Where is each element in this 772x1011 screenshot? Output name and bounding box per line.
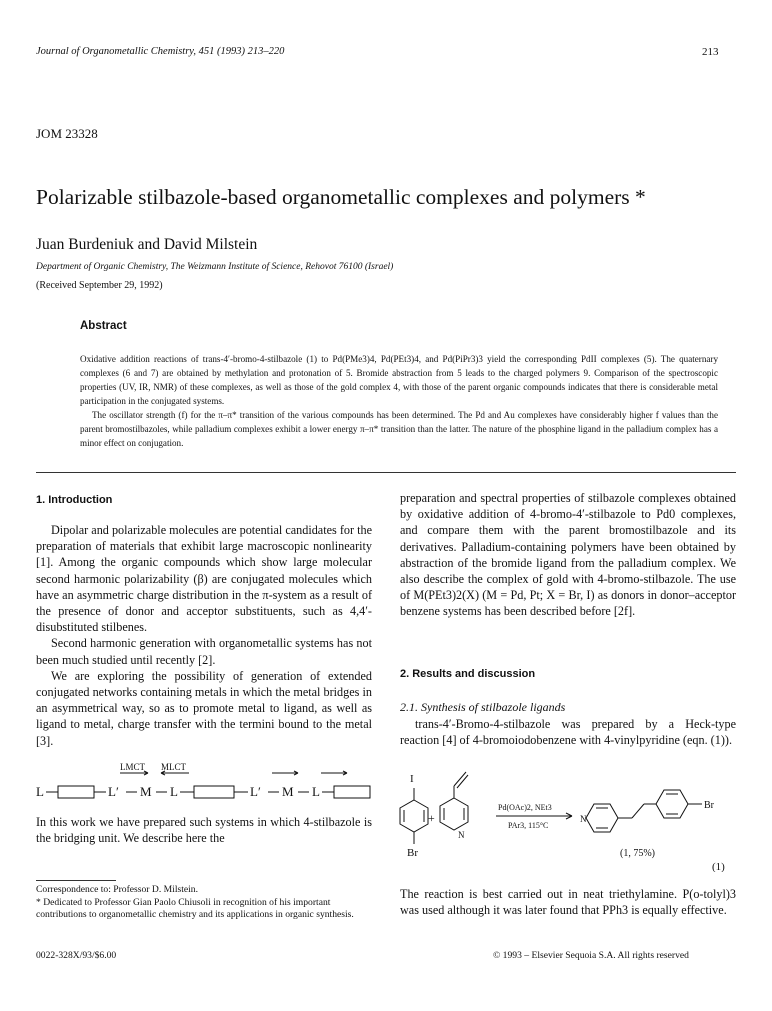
abstract-paragraph-1: Oxidative addition reactions of trans-4′-bromo-4-stilbazole (1) to Pd(PMe3)4, Pd(PEt3)4, and Pd(PiPr3)3 yield the corresponding PdII complexes (5). The quaternary complexes (6 and 7) are obtained by methylation and protonation of 5. Bromide abstraction from 5 leads to the charged polymers 9. Comparison of the spectroscopic properties (UV, IR, NMR) of these complexes, as well as those of the gold complex 4, with those of the parent organic compounds indicates that there is considerable metal participation in the conjugated systems.	[80, 354, 718, 406]
lmct-label: LMCT	[120, 762, 146, 772]
chain-L-3: L	[312, 784, 320, 799]
reaction-notes	[400, 886, 736, 918]
reagents-top: Pd(OAc)2, NEt3	[498, 803, 552, 812]
abstract-divider	[36, 472, 736, 473]
intro-paragraph-3: We are exploring the possibility of generation of extended conjugated networks containing metals in which the metal bridges in an asymmetrical way, so as to promote metal to ligand, as well as ligand to metal, charge transfer with the termini bound to the metal [3].	[36, 668, 372, 748]
iodo-label: I	[410, 773, 414, 785]
section-heading-results: 2. Results and discussion	[400, 668, 536, 680]
abstract-heading: Abstract	[80, 320, 127, 332]
section-heading-introduction: 1. Introduction	[36, 494, 113, 506]
affiliation: Department of Organic Chemistry, The Weizmann Institute of Science, Rehovot 76100 (Israel)	[36, 262, 394, 272]
left-column-continuation	[36, 814, 372, 846]
pyridine-n-label: N	[458, 830, 465, 840]
article-id: JOM 23328	[36, 126, 98, 141]
chain-L-1: L	[36, 784, 44, 799]
stilbazole-product-structure	[586, 790, 702, 832]
chain-Lp-1: L′	[108, 784, 119, 799]
bromo-label: Br	[407, 847, 418, 859]
plus-sign: +	[428, 811, 435, 825]
reagents-bottom: PAr3, 115°C	[508, 821, 549, 830]
correspondence-note: Correspondence to: Professor D. Milstein.	[36, 884, 199, 895]
chain-L-2: L	[170, 784, 178, 799]
subsection-heading-synthesis: 2.1. Synthesis of stilbazole ligands	[400, 700, 566, 714]
chain-Lp-2: L′	[250, 784, 261, 799]
aromatic-box-3	[334, 786, 370, 798]
author-list: Juan Burdeniuk and David Milstein	[36, 236, 258, 253]
synthesis-text	[400, 716, 736, 748]
dedication-note: * Dedicated to Professor Gian Paolo Chiusoli in recognition of his important contributions to organometallic chemistry and its applications in organic synthesis.	[36, 896, 354, 920]
reaction-equation	[394, 760, 740, 872]
mlct-label: MLCT	[161, 762, 187, 772]
abstract-body	[80, 352, 718, 450]
journal-citation: Journal of Organometallic Chemistry, 451 (1993) 213–220	[36, 46, 285, 57]
aromatic-box-2	[194, 786, 234, 798]
footnote-divider	[36, 880, 116, 881]
equation-number: (1)	[712, 861, 725, 872]
received-date: (Received September 29, 1992)	[36, 280, 163, 291]
intro-paragraph-1: Dipolar and polarizable molecules are potential candidates for the preparation of materials that exhibit large macroscopic nonlinearity [1]. Among the organic compounds which show large molecular second harmonic polarizability (β) are conjugated molecules which have an asymmetric charge distribution in the π-system as a result of the presence of donor and acceptor substituents, such as 4,4′-disubstituted stilbenes.	[36, 523, 372, 635]
abstract-paragraph-2: The oscillator strength (f) for the π–π* transition of the various compounds has been determined. The Pd and Au complexes have considerably higher f values than the parent bromostilbazoles, while palladium complexes exhibit a lower energy π–π* transition than the latter. The nature of the phosphine ligand in the palladium complex has a minor effect on conjugation.	[80, 410, 718, 448]
right-paragraph-3: The reaction is best carried out in neat triethylamine. P(o-tolyl)3 was used although it was later found that PPh3 is equally effective.	[400, 887, 736, 918]
aromatic-box-1	[58, 786, 94, 798]
charge-transfer-arrows	[120, 771, 347, 775]
footnotes	[36, 884, 372, 922]
right-column-text	[400, 490, 736, 620]
product-yield-label: (1, 75%)	[620, 848, 655, 859]
right-paragraph-1: preparation and spectral properties of stilbazole complexes obtained by oxidative addition of 4-bromo-4′-stilbazole to Pd0 complexes, and compare them with the parent bromostilbazole and its derivatives. Palladium-containing polymers have been obtained by abstraction of the bromide ligand from the palladium complex. We also describe the complex of gold with 4-bromo-stilbazole. The use of M(PEt3)2(X) (M = Pd, Pt; X = Br, I) as donors in donor–acceptor benzene systems has been described before [2f].	[400, 491, 736, 619]
article-title: Polarizable stilbazole-based organometallic complexes and polymers *	[36, 185, 646, 209]
chain-M-2: M	[282, 784, 294, 799]
right-paragraph-2: trans-4′-Bromo-4-stilbazole was prepared by a Heck-type reaction [4] of 4-bromoiodobenzene with 4-vinylpyridine (eqn. (1)).	[400, 717, 736, 748]
copyright: © 1993 – Elsevier Sequoia S.A. All rights reserved	[493, 950, 689, 961]
chain-bonds	[46, 786, 370, 798]
product-n-label: N	[580, 814, 587, 824]
price-code: 0022-328X/93/$6.00	[36, 950, 117, 961]
product-br-label: Br	[704, 800, 714, 811]
bromoiodobenzene-structure	[400, 788, 428, 844]
intro-paragraph-4: In this work we have prepared such systems in which 4-stilbazole is the bridging unit. We describe here the	[36, 815, 372, 846]
chain-M-1: M	[140, 784, 152, 799]
intro-paragraph-2: Second harmonic generation with organometallic systems has not been much studied until recently [2].	[36, 636, 372, 667]
vinylpyridine-structure	[440, 772, 468, 830]
left-column-text	[36, 522, 372, 749]
page-number: 213	[702, 46, 719, 58]
charge-transfer-scheme	[36, 762, 376, 808]
